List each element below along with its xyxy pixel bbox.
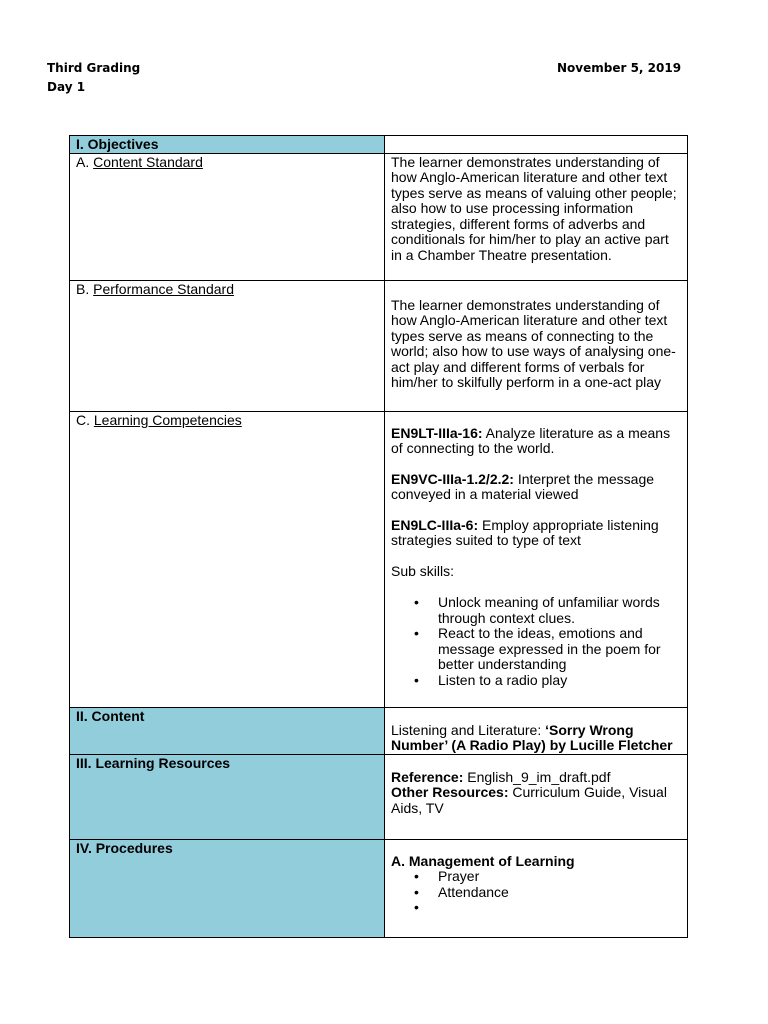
reference-line	[391, 770, 679, 786]
learning-competencies-row	[70, 411, 688, 707]
learning-competencies-cell	[385, 411, 688, 707]
performance-standard-label-cell	[70, 280, 385, 411]
content-standard-text-cell	[385, 153, 688, 280]
resources-cell	[385, 754, 688, 839]
competency-text: Employ appropriate listening strategies suited to type of text	[391, 516, 659, 548]
learning-competencies-label: Learning Competencies	[93, 411, 242, 428]
competency-item	[391, 472, 679, 503]
other-resources-label: Other Resources:	[391, 784, 509, 800]
procedure-item: • Attendance	[438, 885, 679, 901]
date-label: November 5, 2019	[557, 61, 682, 75]
performance-standard-row	[70, 280, 688, 411]
content-row	[70, 707, 688, 754]
content-heading: II. Content	[70, 707, 385, 754]
procedures-heading: IV. Procedures	[70, 839, 385, 937]
procedures-subheading: A. Management of Learning	[391, 852, 575, 869]
sub-skill-item: • Unlock meaning of unfamiliar words through context clues.	[438, 595, 679, 626]
competency-item	[391, 426, 679, 457]
content-standard-text: The learner demonstrates understanding of how Anglo-American literature and other text types serve as means of valuing other people; also how to use processing information strategies, different forms of adverbs and conditionals for him/her to play an active part in a Chamber Theatre presentation.	[391, 153, 677, 263]
performance-standard-text: The learner demonstrates understanding of how Anglo-American literature and other text types serve as means of connecting to the world; also how to use ways of analysing one-act play and different forms of verbals for him/her to skilfully perform in a one-act play	[391, 296, 676, 390]
other-resources-value: Curriculum Guide, Visual Aids, TV	[391, 784, 667, 816]
learning-competencies-label-cell	[70, 411, 385, 707]
lesson-plan-table	[69, 135, 688, 938]
other-resources-line	[391, 785, 679, 816]
performance-standard-label: Performance Standard	[93, 280, 234, 297]
procedure-item: • Prayer	[438, 869, 679, 885]
competency-code: EN9LT-IIIa-16:	[391, 424, 483, 441]
performance-standard-prefix: B.	[76, 280, 94, 297]
procedures-list	[391, 869, 679, 916]
competency-code: EN9LC-IIIa-6:	[391, 516, 479, 533]
objectives-empty-cell	[385, 136, 688, 154]
objectives-heading: I. Objectives	[70, 136, 385, 154]
resources-heading: III. Learning Resources	[70, 754, 385, 839]
procedures-cell	[385, 839, 688, 937]
objectives-row	[70, 136, 688, 154]
content-standard-row	[70, 153, 688, 280]
reference-value: English_9_im_draft.pdf	[463, 768, 611, 785]
competency-text: Interpret the message conveyed in a material viewed	[391, 470, 655, 502]
day-label: Day 1	[47, 80, 86, 94]
competency-code: EN9VC-IIIa-1.2/2.2:	[391, 470, 514, 487]
sub-skills-label: Sub skills:	[391, 562, 455, 579]
content-standard-prefix: A.	[76, 153, 94, 170]
grading-period: Third Grading	[47, 61, 141, 75]
procedure-item-empty	[438, 900, 679, 916]
resources-row	[70, 754, 688, 839]
performance-standard-text-cell	[385, 280, 688, 411]
content-cell	[385, 707, 688, 754]
competency-item	[391, 518, 679, 549]
learning-competencies-prefix: C.	[76, 411, 94, 428]
sub-skills-list	[391, 595, 679, 688]
procedures-row	[70, 839, 688, 937]
sub-skill-item: • React to the ideas, emotions and message expressed in the poem for better understanding	[438, 626, 679, 673]
content-standard-label-cell	[70, 153, 385, 280]
content-standard-label: Content Standard	[93, 153, 203, 170]
reference-label: Reference:	[391, 768, 464, 785]
content-prefix: Listening and Literature:	[391, 721, 546, 738]
content-title: ‘Sorry Wrong Number’ (A Radio Play) by Lucille Fletcher	[391, 721, 673, 753]
sub-skill-item: • Listen to a radio play	[438, 673, 679, 689]
competency-text: Analyze literature as a means of connecting to the world.	[391, 424, 671, 456]
